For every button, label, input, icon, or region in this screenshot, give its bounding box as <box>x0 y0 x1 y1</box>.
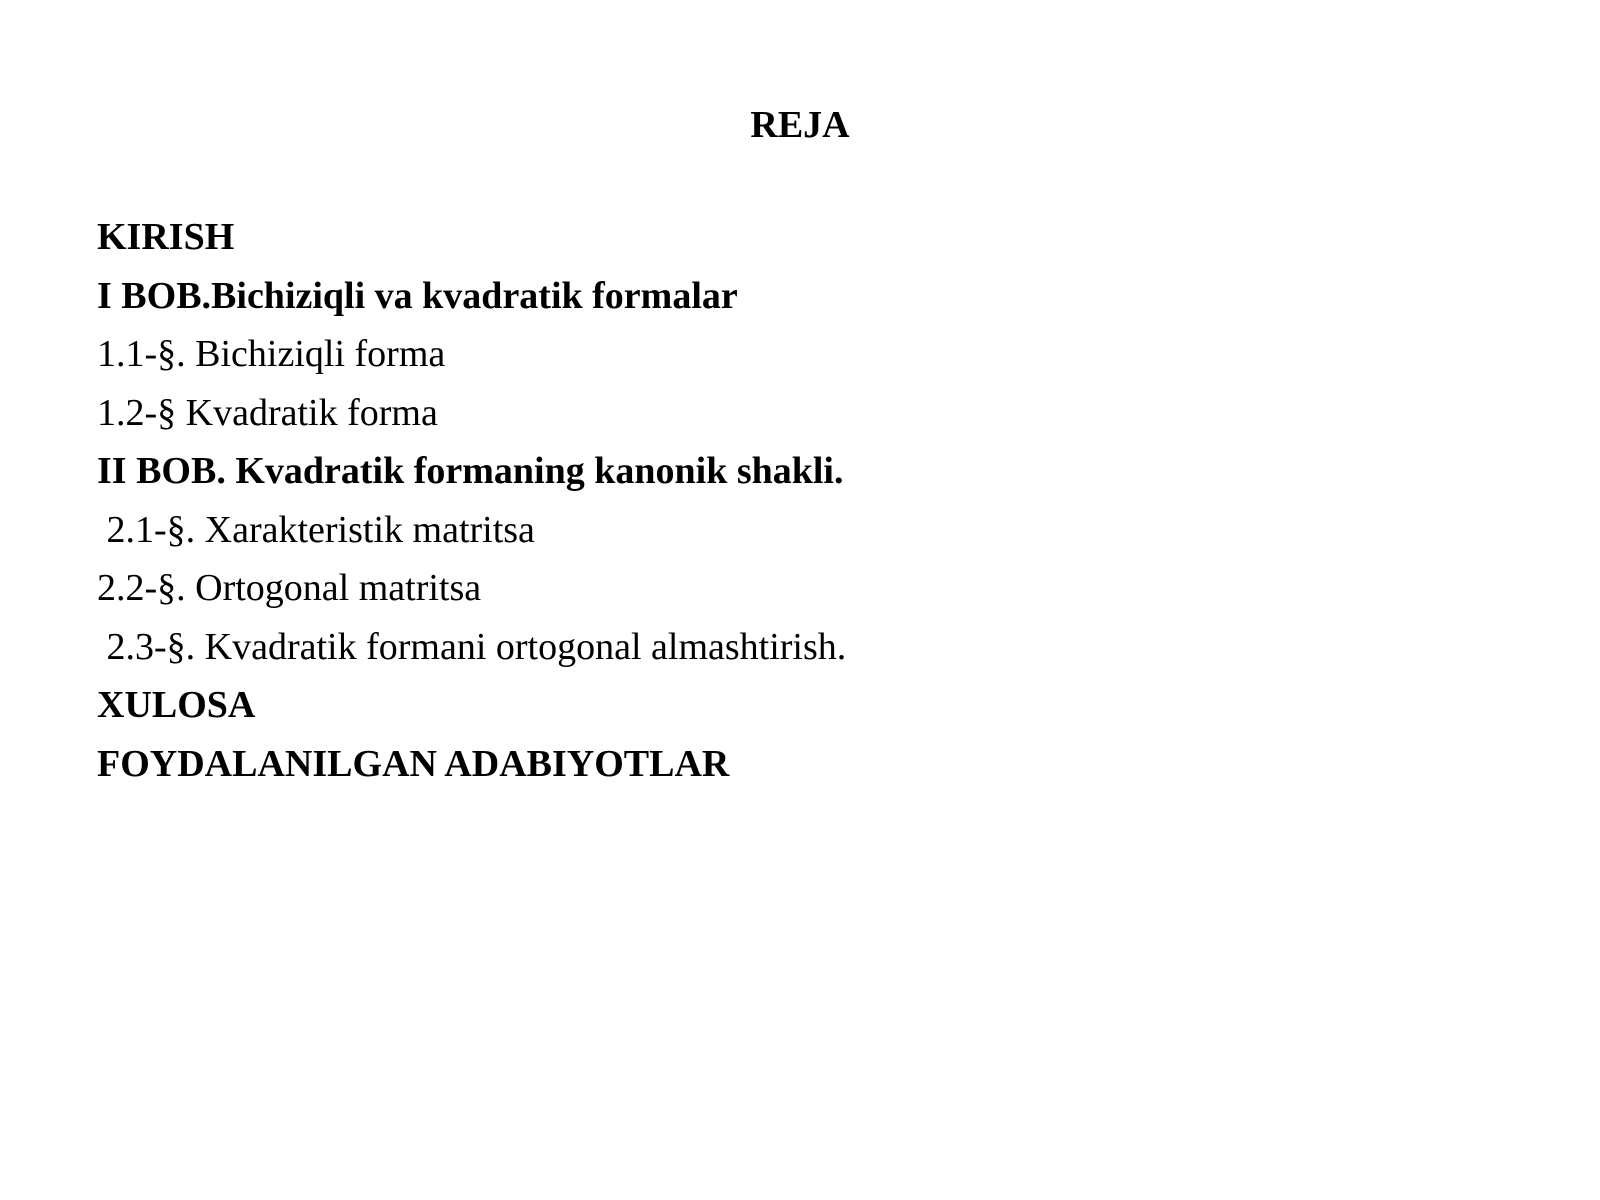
toc-item-references: FOYDALANILGAN ADABIYOTLAR <box>97 742 730 785</box>
toc-chapter-1: I BOB.Bichiziqli va kvadratik formalar <box>97 274 738 317</box>
table-of-contents <box>97 208 846 793</box>
toc-section-2-1: 2.1-§. Xarakteristik matritsa <box>97 508 535 551</box>
page-title: REJA <box>750 104 850 146</box>
toc-section-1-1: 1.1-§. Bichiziqli forma <box>97 333 446 375</box>
toc-item-conclusion: XULOSA <box>97 684 256 726</box>
toc-chapter-2: II BOB. Kvadratik formaning kanonik shakli. <box>97 450 844 492</box>
toc-item-intro: KIRISH <box>97 216 235 258</box>
toc-section-2-3: 2.3-§. Kvadratik formani ortogonal almashtirish. <box>97 625 847 668</box>
toc-section-2-2: 2.2-§. Ortogonal matritsa <box>97 567 482 609</box>
toc-section-1-2: 1.2-§ Kvadratik forma <box>97 391 438 434</box>
